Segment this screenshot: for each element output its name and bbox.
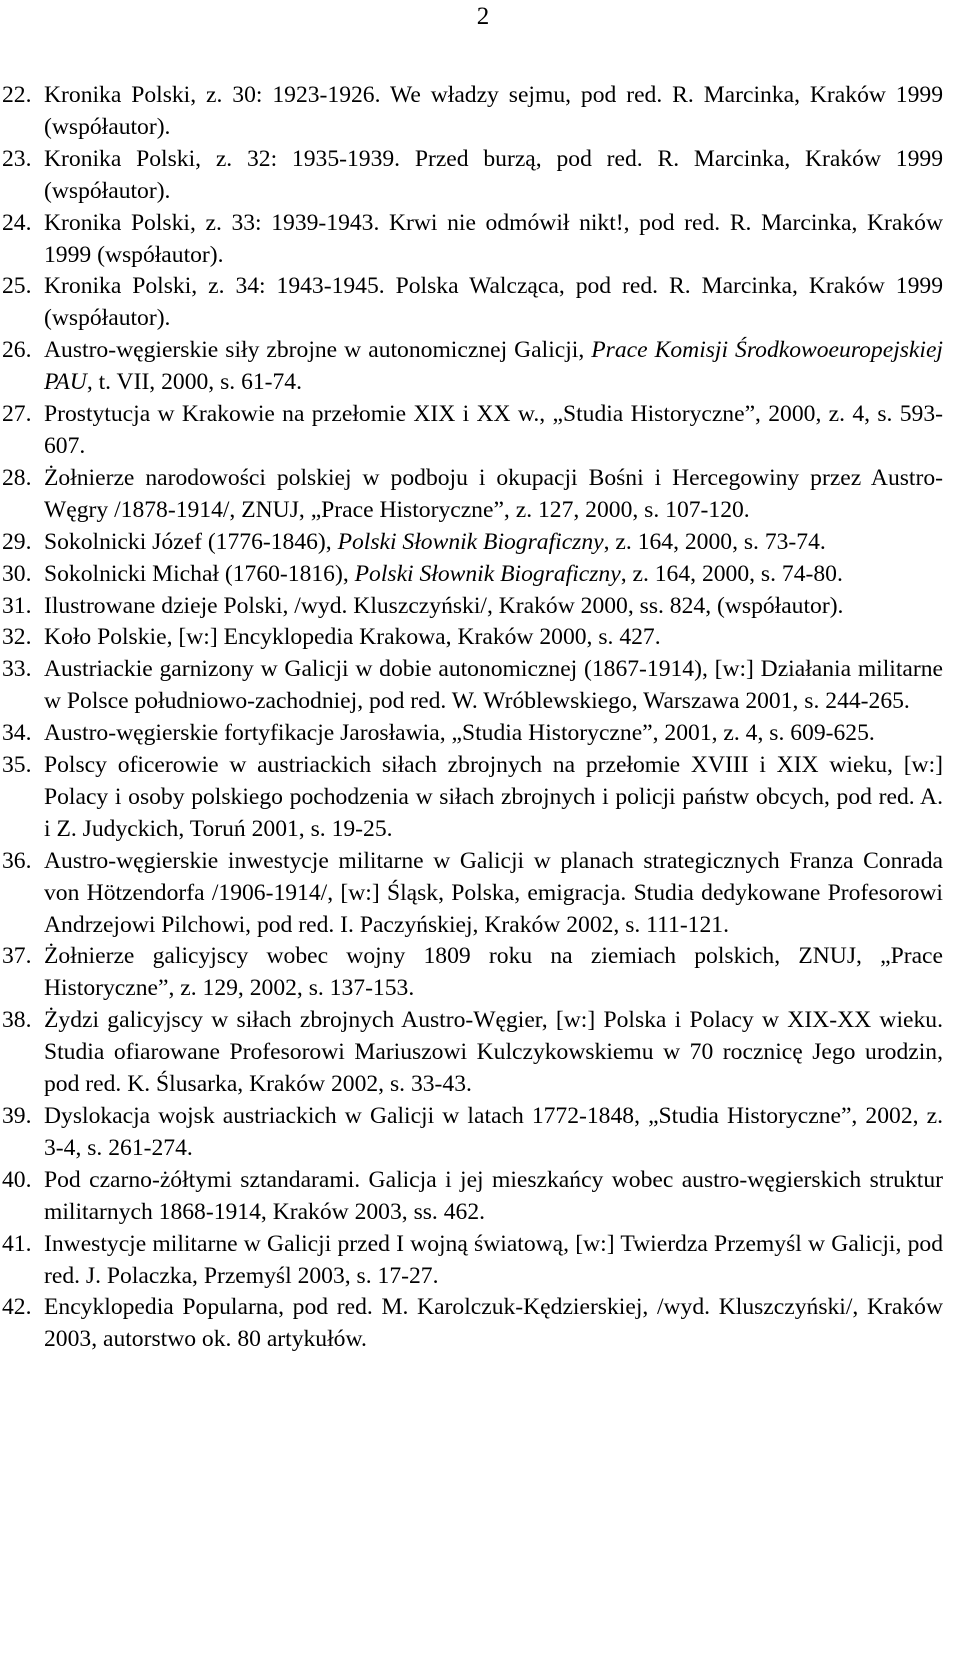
entry-text-segment: Dyslokacja wojsk austriackich w Galicji w latach 1772-1848, „Studia Historyczne”, 2002, z. 3-4, s. 261-274. xyxy=(44,1103,943,1161)
entry-text xyxy=(44,941,943,1005)
entry-text-segment: Austro-węgierskie inwestycje militarne w Galicji w planach strategicznych Franza Conrada von Hötzendorfa /1906-1914/, [w:] Śląsk, Polska, emigracja. Studia dedykowane Profesorowi Andrzejowi Pilchowi, pod red. I. Paczyńskiej, Kraków 2002, s. 111-121. xyxy=(44,847,943,938)
bibliography-entry xyxy=(0,1229,960,1293)
entry-text xyxy=(44,208,943,272)
entry-text-segment: Prostytucja w Krakowie na przełomie XIX i XX w., „Studia Historyczne”, 2000, z. 4, s. 593-607. xyxy=(44,401,943,459)
entry-number: 35. xyxy=(2,752,32,779)
entry-text xyxy=(44,559,943,591)
entry-text-segment: Kronika Polski, z. 33: 1939-1943. Krwi nie odmówił nikt!, pod red. R. Marcinka, Kraków 1999 (współautor). xyxy=(44,209,943,268)
entry-text-segment: Sokolnicki Józef (1776-1846), xyxy=(44,528,338,555)
entry-text-segment: Polscy oficerowie w austriackich siłach zbrojnych na przełomie XVIII i XIX wieku, [w:] Polacy i osoby polskiego pochodzenia w siłach zbrojnych i policji państw obcych, pod red. A. i Z. Judyckich, Toruń 2001, s. 19-25. xyxy=(44,752,943,842)
entry-text xyxy=(44,654,943,718)
entry-text xyxy=(44,335,943,399)
bibliography-list xyxy=(0,80,960,1356)
entry-text xyxy=(44,622,943,654)
entry-number: 37. xyxy=(2,943,32,970)
entry-number: 25. xyxy=(2,273,32,300)
entry-number: 26. xyxy=(2,337,32,364)
page-number: 2 xyxy=(476,3,490,30)
entry-text-segment: Inwestycje militarne w Galicji przed I wojną światową, [w:] Twierdza Przemyśl w Galicji, pod red. J. Polaczka, Przemyśl 2003, s. 17-27. xyxy=(44,1230,943,1289)
entry-number: 33. xyxy=(2,656,32,683)
entry-text-segment: Żydzi galicyjscy w siłach zbrojnych Austro-Węgier, [w:] Polska i Polacy w XIX-XX wieku. Studia ofiarowane Profesorowi Mariuszowi Kulczykowskiemu w 70 rocznicę Jego urodzin, pod red. K. Ślusarka, Kraków 2002, s. 33-43. xyxy=(44,1007,943,1098)
bibliography-entry xyxy=(0,1165,960,1229)
bibliography-entry xyxy=(0,463,960,527)
entry-text-segment: Żołnierze narodowości polskiej w podboju i okupacji Bośni i Hercegowiny przez Austro-Węgry /1878-1914/, ZNUJ, „Prace Historyczne”, z. 127, 2000, s. 107-120. xyxy=(44,464,943,523)
entry-text-segment: Sokolnicki Michał (1760-1816), xyxy=(44,560,355,587)
entry-text-segment: Austro-węgierskie siły zbrojne w autonomicznej Galicji, xyxy=(44,337,592,364)
bibliography-entry xyxy=(0,654,960,718)
entry-italic-title: Polski Słownik Biograficzny xyxy=(354,560,621,587)
entry-text xyxy=(44,527,943,559)
entry-text xyxy=(44,80,943,144)
bibliography-entry xyxy=(0,1101,960,1165)
entry-number: 31. xyxy=(2,592,32,619)
entry-text-segment: Kronika Polski, z. 34: 1943-1945. Polska Walcząca, pod red. R. Marcinka, Kraków 1999 (współautor). xyxy=(44,273,943,332)
entry-text-segment: , z. 164, 2000, s. 73-74. xyxy=(603,528,826,555)
bibliography-entry xyxy=(0,941,960,1005)
bibliography-entry xyxy=(0,335,960,399)
entry-number: 29. xyxy=(2,528,32,555)
entry-number: 23. xyxy=(2,145,32,172)
entry-text xyxy=(44,271,943,335)
entry-text-segment: Kronika Polski, z. 32: 1935-1939. Przed burzą, pod red. R. Marcinka, Kraków 1999 (współautor). xyxy=(44,145,943,204)
bibliography-entry xyxy=(0,271,960,335)
entry-number: 28. xyxy=(2,464,32,491)
entry-text-segment: Kronika Polski, z. 30: 1923-1926. We władzy sejmu, pod red. R. Marcinka, Kraków 1999 (współautor). xyxy=(44,82,943,140)
entry-text-segment: Pod czarno-żółtymi sztandarami. Galicja i jej mieszkańcy wobec austro-węgierskich struktur militarnych 1868-1914, Kraków 2003, ss. 462. xyxy=(44,1166,943,1225)
entry-number: 30. xyxy=(2,560,32,587)
bibliography-entry xyxy=(0,208,960,272)
entry-text-segment: Austro-węgierskie fortyfikacje Jarosławia, „Studia Historyczne”, 2001, z. 4, s. 609-625. xyxy=(44,720,875,747)
entry-text-segment: Austriackie garnizony w Galicji w dobie autonomicznej (1867-1914), [w:] Działania militarne w Polsce południowo-zachodniej, pod red. W. Wróblewskiego, Warszawa 2001, s. 244-265. xyxy=(44,656,943,715)
bibliography-entry xyxy=(0,144,960,208)
entry-text xyxy=(44,1005,943,1101)
entry-text xyxy=(44,591,943,623)
entry-number: 38. xyxy=(2,1007,32,1034)
entry-number: 40. xyxy=(2,1166,32,1193)
bibliography-entry xyxy=(0,591,960,623)
entry-italic-title: Prace Komisji Środkowoeuropejskiej PAU xyxy=(44,337,943,396)
entry-text-segment: Ilustrowane dzieje Polski, /wyd. Kluszczyński/, Kraków 2000, ss. 824, (współautor). xyxy=(44,592,844,619)
entry-number: 41. xyxy=(2,1230,32,1257)
entry-text xyxy=(44,1101,943,1165)
entry-italic-title: Polski Słownik Biograficzny xyxy=(337,528,604,555)
entry-number: 27. xyxy=(2,401,32,428)
entry-text xyxy=(44,846,943,942)
entry-number: 32. xyxy=(2,624,32,651)
entry-text xyxy=(44,463,943,527)
entry-number: 34. xyxy=(2,720,32,747)
bibliography-entry xyxy=(0,846,960,942)
entry-text xyxy=(44,1229,943,1293)
entry-text-segment: , z. 164, 2000, s. 74-80. xyxy=(620,560,843,587)
entry-number: 22. xyxy=(2,82,32,108)
entry-text xyxy=(44,718,943,750)
entry-number: 36. xyxy=(2,847,32,874)
entry-text xyxy=(44,399,943,463)
bibliography-entry xyxy=(0,80,960,144)
bibliography-entry xyxy=(0,1292,960,1356)
entry-text xyxy=(44,144,943,208)
bibliography-entry xyxy=(0,1005,960,1101)
bibliography-entry xyxy=(0,622,960,654)
bibliography-entry xyxy=(0,559,960,591)
entry-text xyxy=(44,750,943,846)
entry-text-segment: Żołnierze galicyjscy wobec wojny 1809 roku na ziemiach polskich, ZNUJ, „Prace Historyczne”, z. 129, 2002, s. 137-153. xyxy=(44,943,943,1002)
bibliography-entry xyxy=(0,718,960,750)
entry-text-segment: Encyklopedia Popularna, pod red. M. Karolczuk-Kędzierskiej, /wyd. Kluszczyński/, Kraków 2003, autorstwo ok. 80 artykułów. xyxy=(44,1294,943,1353)
entry-text xyxy=(44,1292,943,1356)
entry-text xyxy=(44,1165,943,1229)
entry-number: 42. xyxy=(2,1294,32,1321)
bibliography-entry xyxy=(0,527,960,559)
entry-text-segment: Koło Polskie, [w:] Encyklopedia Krakowa, Kraków 2000, s. 427. xyxy=(44,624,661,651)
entry-text-segment: , t. VII, 2000, s. 61-74. xyxy=(86,369,303,396)
entry-number: 39. xyxy=(2,1103,32,1129)
bibliography-entry xyxy=(0,750,960,846)
bibliography-entry xyxy=(0,399,960,463)
entry-number: 24. xyxy=(2,209,32,236)
